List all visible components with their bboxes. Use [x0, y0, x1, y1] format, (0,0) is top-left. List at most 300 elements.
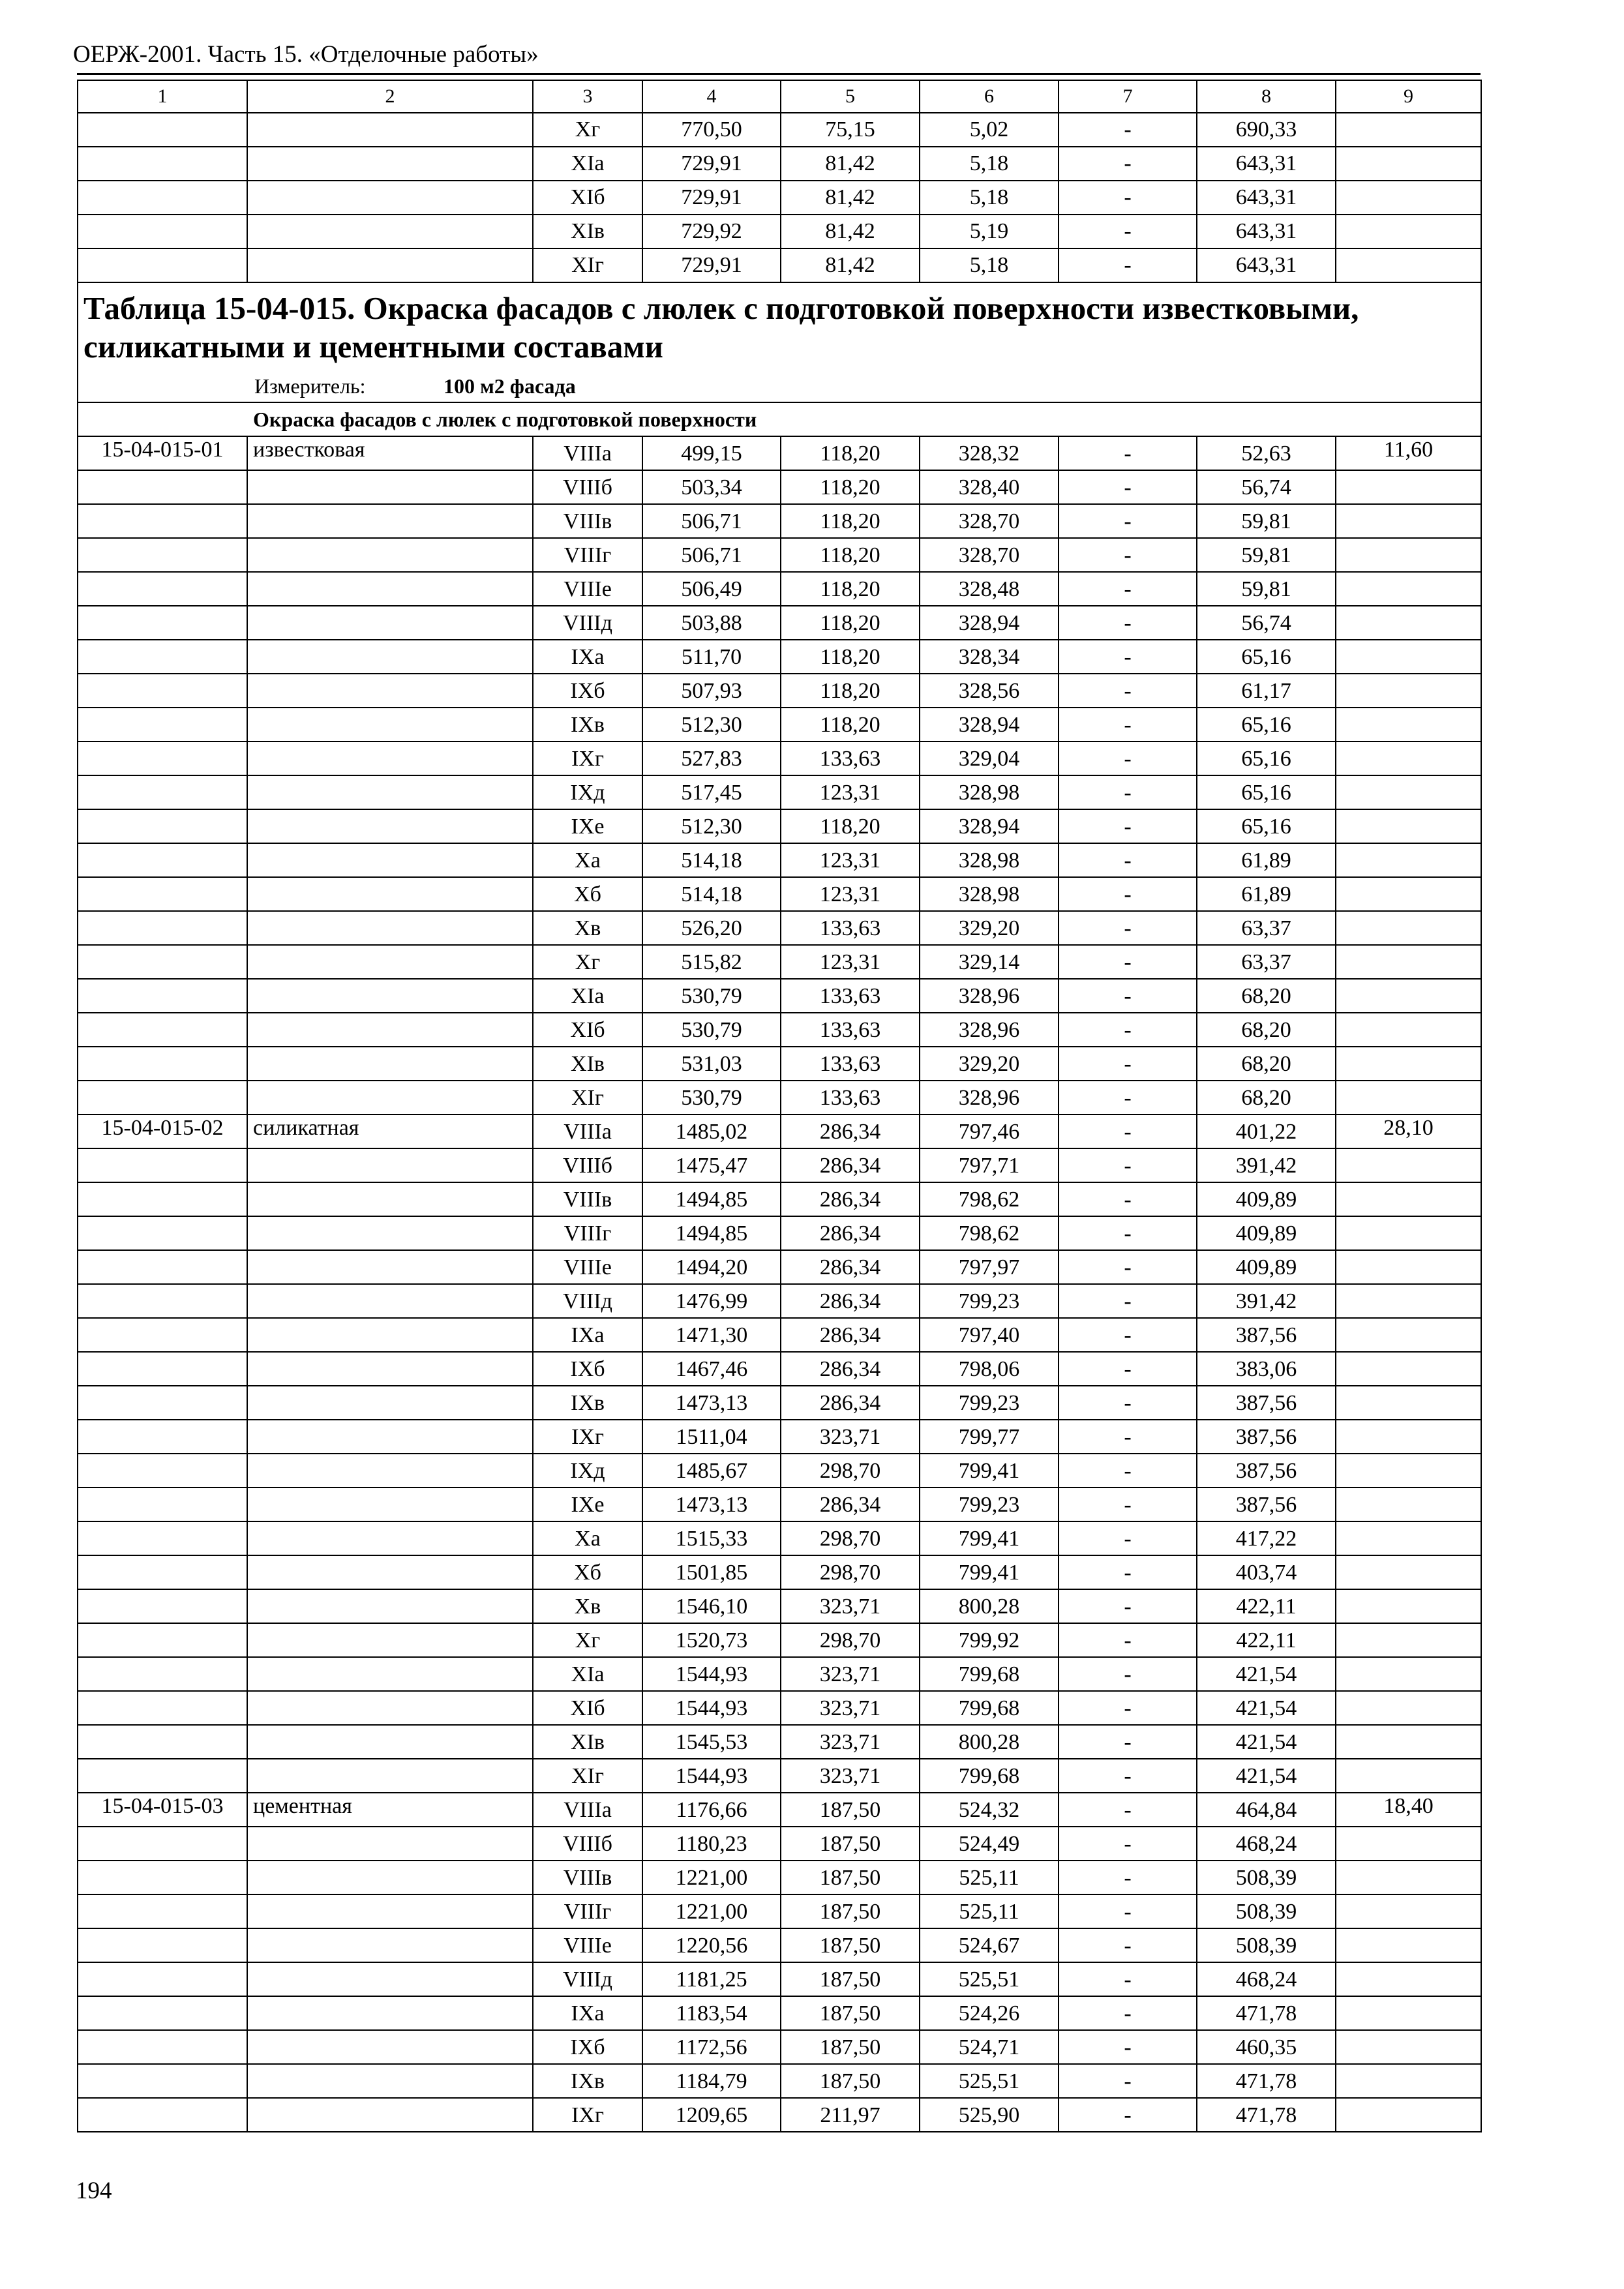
value-cell: 512,30	[642, 809, 781, 843]
code-cell	[78, 1216, 247, 1250]
value-cell: Xв	[533, 1589, 642, 1623]
code-cell	[78, 1894, 247, 1928]
value-cell: 511,70	[642, 640, 781, 674]
value-cell: 328,96	[920, 1081, 1059, 1115]
value-cell: 286,34	[781, 1352, 920, 1386]
value-cell: 68,20	[1197, 1047, 1336, 1081]
value-cell: 328,98	[920, 843, 1059, 877]
table-row	[78, 1996, 1481, 2030]
table-row	[78, 1047, 1481, 1081]
value-cell: 799,23	[920, 1386, 1059, 1420]
name-cell	[247, 538, 533, 572]
code-cell	[78, 1284, 247, 1318]
code-cell	[78, 775, 247, 809]
table-row	[78, 504, 1481, 538]
value-cell: VIIIв	[533, 1861, 642, 1894]
name-cell	[247, 113, 533, 147]
value-cell: 59,81	[1197, 538, 1336, 572]
value-cell: -	[1059, 572, 1197, 606]
value-cell: 323,71	[781, 1691, 920, 1725]
value-cell: 328,70	[920, 538, 1059, 572]
name-cell	[247, 1182, 533, 1216]
value-cell: IXг	[533, 1420, 642, 1454]
table-row	[78, 1148, 1481, 1182]
value-cell: 5,18	[920, 181, 1059, 215]
extra-cell	[1336, 538, 1481, 572]
table-row	[78, 1894, 1481, 1928]
table-row	[78, 1081, 1481, 1115]
code-cell	[78, 741, 247, 775]
value-cell: 798,62	[920, 1182, 1059, 1216]
value-cell: 1176,66	[642, 1793, 781, 1827]
value-cell: 799,68	[920, 1759, 1059, 1793]
table-row	[78, 1216, 1481, 1250]
value-cell: -	[1059, 538, 1197, 572]
value-cell: 524,71	[920, 2030, 1059, 2064]
code-cell	[78, 674, 247, 708]
value-cell: 525,51	[920, 1962, 1059, 1996]
table-row	[78, 1962, 1481, 1996]
table-title: Таблица 15-04-015. Окраска фасадов с люлек с подготовкой поверхности известковыми, силикатными и цементными составами	[83, 290, 1359, 365]
subsection-heading: Окраска фасадов с люлек с подготовкой поверхности	[78, 402, 1481, 436]
name-cell	[247, 504, 533, 538]
value-cell: 387,56	[1197, 1420, 1336, 1454]
value-cell: 1520,73	[642, 1623, 781, 1657]
value-cell: XIа	[533, 1657, 642, 1691]
name-cell	[247, 1894, 533, 1928]
value-cell: 1544,93	[642, 1657, 781, 1691]
code-cell	[78, 1861, 247, 1894]
value-cell: 118,20	[781, 809, 920, 843]
extra-cell	[1336, 1521, 1481, 1555]
column-number-cell: 9	[1336, 80, 1481, 113]
value-cell: 499,15	[642, 436, 781, 470]
value-cell: 530,79	[642, 1081, 781, 1115]
value-cell: 690,33	[1197, 113, 1336, 147]
extra-cell	[1336, 1894, 1481, 1928]
name-cell	[247, 1318, 533, 1352]
value-cell: 286,34	[781, 1318, 920, 1352]
value-cell: 503,34	[642, 470, 781, 504]
code-cell	[78, 877, 247, 911]
value-cell: 328,32	[920, 436, 1059, 470]
value-cell: -	[1059, 1928, 1197, 1962]
value-cell: 506,71	[642, 504, 781, 538]
code-cell	[78, 1047, 247, 1081]
value-cell: 118,20	[781, 538, 920, 572]
value-cell: 65,16	[1197, 741, 1336, 775]
value-cell: 1546,10	[642, 1589, 781, 1623]
value-cell: -	[1059, 147, 1197, 181]
code-cell	[78, 1691, 247, 1725]
value-cell: 1473,13	[642, 1488, 781, 1521]
value-cell: -	[1059, 741, 1197, 775]
value-cell: 187,50	[781, 1793, 920, 1827]
value-cell: IXг	[533, 741, 642, 775]
value-cell: -	[1059, 877, 1197, 911]
value-cell: 797,71	[920, 1148, 1059, 1182]
value-cell: IXа	[533, 640, 642, 674]
value-cell: 524,32	[920, 1793, 1059, 1827]
extra-cell	[1336, 215, 1481, 248]
value-cell: 524,26	[920, 1996, 1059, 2030]
value-cell: 507,93	[642, 674, 781, 708]
value-cell: -	[1059, 945, 1197, 979]
value-cell: XIб	[533, 181, 642, 215]
value-cell: XIг	[533, 248, 642, 282]
value-cell: 298,70	[781, 1555, 920, 1589]
value-cell: -	[1059, 1148, 1197, 1182]
value-cell: 187,50	[781, 2064, 920, 2098]
value-cell: 81,42	[781, 181, 920, 215]
value-cell: VIIIб	[533, 470, 642, 504]
table-row	[78, 2030, 1481, 2064]
value-cell: 531,03	[642, 1047, 781, 1081]
extra-cell	[1336, 1657, 1481, 1691]
value-cell: 118,20	[781, 470, 920, 504]
table-row	[78, 113, 1481, 147]
value-cell: 1501,85	[642, 1555, 781, 1589]
value-cell: 286,34	[781, 1216, 920, 1250]
value-cell: -	[1059, 1250, 1197, 1284]
value-cell: 417,22	[1197, 1521, 1336, 1555]
value-cell: 530,79	[642, 979, 781, 1013]
value-cell: 63,37	[1197, 911, 1336, 945]
value-cell: Xб	[533, 877, 642, 911]
value-cell: -	[1059, 1013, 1197, 1047]
name-cell	[247, 1250, 533, 1284]
value-cell: -	[1059, 809, 1197, 843]
table-row	[78, 248, 1481, 282]
table-row	[78, 775, 1481, 809]
column-number-cell: 4	[642, 80, 781, 113]
value-cell: 800,28	[920, 1725, 1059, 1759]
value-cell: VIIIе	[533, 1250, 642, 1284]
name-cell	[247, 2030, 533, 2064]
value-cell: 409,89	[1197, 1216, 1336, 1250]
value-cell: 286,34	[781, 1284, 920, 1318]
value-cell: 123,31	[781, 775, 920, 809]
code-cell	[78, 1454, 247, 1488]
code-cell	[78, 1555, 247, 1589]
table-row	[78, 640, 1481, 674]
column-number-cell: 6	[920, 80, 1059, 113]
extra-cell	[1336, 911, 1481, 945]
value-cell: 797,40	[920, 1318, 1059, 1352]
value-cell: 123,31	[781, 843, 920, 877]
value-cell: 61,17	[1197, 674, 1336, 708]
value-cell: 421,54	[1197, 1691, 1336, 1725]
name-cell	[247, 775, 533, 809]
value-cell: 187,50	[781, 1861, 920, 1894]
table-row	[78, 1928, 1481, 1962]
value-cell: 123,31	[781, 945, 920, 979]
value-cell: 1220,56	[642, 1928, 781, 1962]
extra-cell	[1336, 1386, 1481, 1420]
extra-cell	[1336, 2030, 1481, 2064]
value-cell: -	[1059, 2064, 1197, 2098]
value-cell: 798,06	[920, 1352, 1059, 1386]
extra-cell	[1336, 1691, 1481, 1725]
code-cell	[78, 1081, 247, 1115]
value-cell: -	[1059, 2030, 1197, 2064]
extra-cell	[1336, 470, 1481, 504]
code-cell	[78, 1996, 247, 2030]
table-row	[78, 1589, 1481, 1623]
table-row	[78, 979, 1481, 1013]
code-cell	[78, 2030, 247, 2064]
value-cell: 329,14	[920, 945, 1059, 979]
value-cell: 506,49	[642, 572, 781, 606]
code-cell	[78, 147, 247, 181]
value-cell: -	[1059, 1759, 1197, 1793]
value-cell: -	[1059, 1284, 1197, 1318]
value-cell: 401,22	[1197, 1115, 1336, 1148]
table-row	[78, 809, 1481, 843]
value-cell: 800,28	[920, 1589, 1059, 1623]
name-cell	[247, 1386, 533, 1420]
value-cell: 118,20	[781, 504, 920, 538]
value-cell: 525,11	[920, 1894, 1059, 1928]
value-cell: Xа	[533, 843, 642, 877]
value-cell: 799,23	[920, 1284, 1059, 1318]
code-cell	[78, 572, 247, 606]
name-cell	[247, 2064, 533, 2098]
value-cell: 329,04	[920, 741, 1059, 775]
name-cell	[247, 741, 533, 775]
table-row	[78, 2064, 1481, 2098]
value-cell: IXб	[533, 1352, 642, 1386]
code-cell	[78, 1657, 247, 1691]
value-cell: VIIIв	[533, 504, 642, 538]
code-cell	[78, 1386, 247, 1420]
table-row	[78, 436, 1481, 470]
value-cell: -	[1059, 1691, 1197, 1725]
value-cell: 391,42	[1197, 1284, 1336, 1318]
value-cell: 1180,23	[642, 1827, 781, 1861]
extra-cell	[1336, 877, 1481, 911]
table-row	[78, 1691, 1481, 1725]
value-cell: 799,41	[920, 1555, 1059, 1589]
code-cell	[78, 113, 247, 147]
value-cell: VIIIа	[533, 1115, 642, 1148]
value-cell: 1494,20	[642, 1250, 781, 1284]
name-cell	[247, 181, 533, 215]
value-cell: 118,20	[781, 436, 920, 470]
value-cell: 508,39	[1197, 1861, 1336, 1894]
value-cell: 1475,47	[642, 1148, 781, 1182]
value-cell: 286,34	[781, 1488, 920, 1521]
value-cell: 323,71	[781, 1657, 920, 1691]
value-cell: -	[1059, 1521, 1197, 1555]
value-cell: -	[1059, 1352, 1197, 1386]
extra-cell	[1336, 1861, 1481, 1894]
value-cell: XIг	[533, 1081, 642, 1115]
value-cell: 525,90	[920, 2098, 1059, 2132]
value-cell: 508,39	[1197, 1928, 1336, 1962]
value-cell: IXв	[533, 1386, 642, 1420]
value-cell: 468,24	[1197, 1962, 1336, 1996]
value-cell: -	[1059, 1182, 1197, 1216]
code-cell	[78, 809, 247, 843]
table-row	[78, 147, 1481, 181]
extra-cell	[1336, 1962, 1481, 1996]
name-cell: известковая	[247, 436, 533, 470]
table-row	[78, 1521, 1481, 1555]
name-cell	[247, 1962, 533, 1996]
value-cell: 797,97	[920, 1250, 1059, 1284]
extra-cell	[1336, 708, 1481, 741]
value-cell: 328,96	[920, 979, 1059, 1013]
extra-cell	[1336, 1352, 1481, 1386]
name-cell	[247, 1081, 533, 1115]
column-number-cell: 7	[1059, 80, 1197, 113]
value-cell: 422,11	[1197, 1623, 1336, 1657]
value-cell: VIIIа	[533, 436, 642, 470]
table-title-cell	[78, 282, 1481, 402]
value-cell: 1183,54	[642, 1996, 781, 2030]
extra-cell	[1336, 1148, 1481, 1182]
code-cell	[78, 538, 247, 572]
column-number-cell: 2	[247, 80, 533, 113]
extra-cell: 28,10	[1336, 1115, 1481, 1148]
table-row	[78, 470, 1481, 504]
extra-cell	[1336, 1047, 1481, 1081]
value-cell: VIIIг	[533, 1894, 642, 1928]
value-cell: VIIIе	[533, 1928, 642, 1962]
code-cell	[78, 979, 247, 1013]
value-cell: 527,83	[642, 741, 781, 775]
extra-cell	[1336, 1250, 1481, 1284]
extra-cell	[1336, 1589, 1481, 1623]
code-cell	[78, 181, 247, 215]
code-cell	[78, 470, 247, 504]
name-cell	[247, 572, 533, 606]
value-cell: 1221,00	[642, 1894, 781, 1928]
value-cell: 187,50	[781, 2030, 920, 2064]
value-cell: -	[1059, 1115, 1197, 1148]
value-cell: 421,54	[1197, 1725, 1336, 1759]
value-cell: 643,31	[1197, 248, 1336, 282]
value-cell: 471,78	[1197, 1996, 1336, 2030]
value-cell: -	[1059, 1623, 1197, 1657]
value-cell: 1221,00	[642, 1861, 781, 1894]
value-cell: XIб	[533, 1691, 642, 1725]
value-cell: 729,91	[642, 248, 781, 282]
value-cell: 133,63	[781, 1047, 920, 1081]
value-cell: 1494,85	[642, 1216, 781, 1250]
value-cell: -	[1059, 181, 1197, 215]
name-cell	[247, 640, 533, 674]
extra-cell	[1336, 248, 1481, 282]
value-cell: XIв	[533, 1725, 642, 1759]
code-cell	[78, 1182, 247, 1216]
value-cell: 1494,85	[642, 1182, 781, 1216]
value-cell: 328,94	[920, 606, 1059, 640]
table-row	[78, 1352, 1481, 1386]
value-cell: 503,88	[642, 606, 781, 640]
value-cell: 328,48	[920, 572, 1059, 606]
value-cell: 643,31	[1197, 147, 1336, 181]
subsection-row	[78, 402, 1481, 436]
table-row	[78, 674, 1481, 708]
value-cell: -	[1059, 1081, 1197, 1115]
extra-cell	[1336, 1827, 1481, 1861]
value-cell: 1544,93	[642, 1691, 781, 1725]
table-row	[78, 1454, 1481, 1488]
value-cell: IXб	[533, 2030, 642, 2064]
table-row	[78, 877, 1481, 911]
value-cell: 286,34	[781, 1182, 920, 1216]
value-cell: 387,56	[1197, 1318, 1336, 1352]
value-cell: -	[1059, 1793, 1197, 1827]
name-cell: цементная	[247, 1793, 533, 1827]
value-cell: 512,30	[642, 708, 781, 741]
code-cell	[78, 1013, 247, 1047]
value-cell: 409,89	[1197, 1182, 1336, 1216]
table-row	[78, 1420, 1481, 1454]
value-cell: 329,20	[920, 911, 1059, 945]
name-cell	[247, 1521, 533, 1555]
column-number-cell: 1	[78, 80, 247, 113]
name-cell	[247, 1996, 533, 2030]
code-cell	[78, 1521, 247, 1555]
table-row	[78, 572, 1481, 606]
code-cell	[78, 215, 247, 248]
value-cell: -	[1059, 248, 1197, 282]
value-cell: 643,31	[1197, 215, 1336, 248]
value-cell: -	[1059, 1047, 1197, 1081]
name-cell	[247, 1827, 533, 1861]
table-row	[78, 1623, 1481, 1657]
extra-cell	[1336, 1420, 1481, 1454]
value-cell: -	[1059, 1827, 1197, 1861]
code-cell: 15-04-015-03	[78, 1793, 247, 1827]
value-cell: 81,42	[781, 147, 920, 181]
table-row	[78, 911, 1481, 945]
value-cell: 517,45	[642, 775, 781, 809]
value-cell: 59,81	[1197, 572, 1336, 606]
value-cell: 1471,30	[642, 1318, 781, 1352]
value-cell: 391,42	[1197, 1148, 1336, 1182]
value-cell: 59,81	[1197, 504, 1336, 538]
extra-cell	[1336, 1725, 1481, 1759]
extra-cell	[1336, 1454, 1481, 1488]
value-cell: 81,42	[781, 215, 920, 248]
measurement-unit-line	[83, 374, 1475, 398]
value-cell: 323,71	[781, 1759, 920, 1793]
extra-cell	[1336, 979, 1481, 1013]
value-cell: 799,92	[920, 1623, 1059, 1657]
value-cell: XIа	[533, 979, 642, 1013]
value-cell: 1476,99	[642, 1284, 781, 1318]
code-cell	[78, 1250, 247, 1284]
code-cell	[78, 1318, 247, 1352]
value-cell: 530,79	[642, 1013, 781, 1047]
name-cell: силикатная	[247, 1115, 533, 1148]
value-cell: -	[1059, 1861, 1197, 1894]
value-cell: 514,18	[642, 843, 781, 877]
value-cell: 187,50	[781, 1894, 920, 1928]
table-row	[78, 1555, 1481, 1589]
value-cell: 525,11	[920, 1861, 1059, 1894]
value-cell: 187,50	[781, 1928, 920, 1962]
code-cell	[78, 945, 247, 979]
value-cell: IXд	[533, 1454, 642, 1488]
value-cell: 133,63	[781, 741, 920, 775]
table-row	[78, 2098, 1481, 2132]
value-cell: VIIIд	[533, 606, 642, 640]
